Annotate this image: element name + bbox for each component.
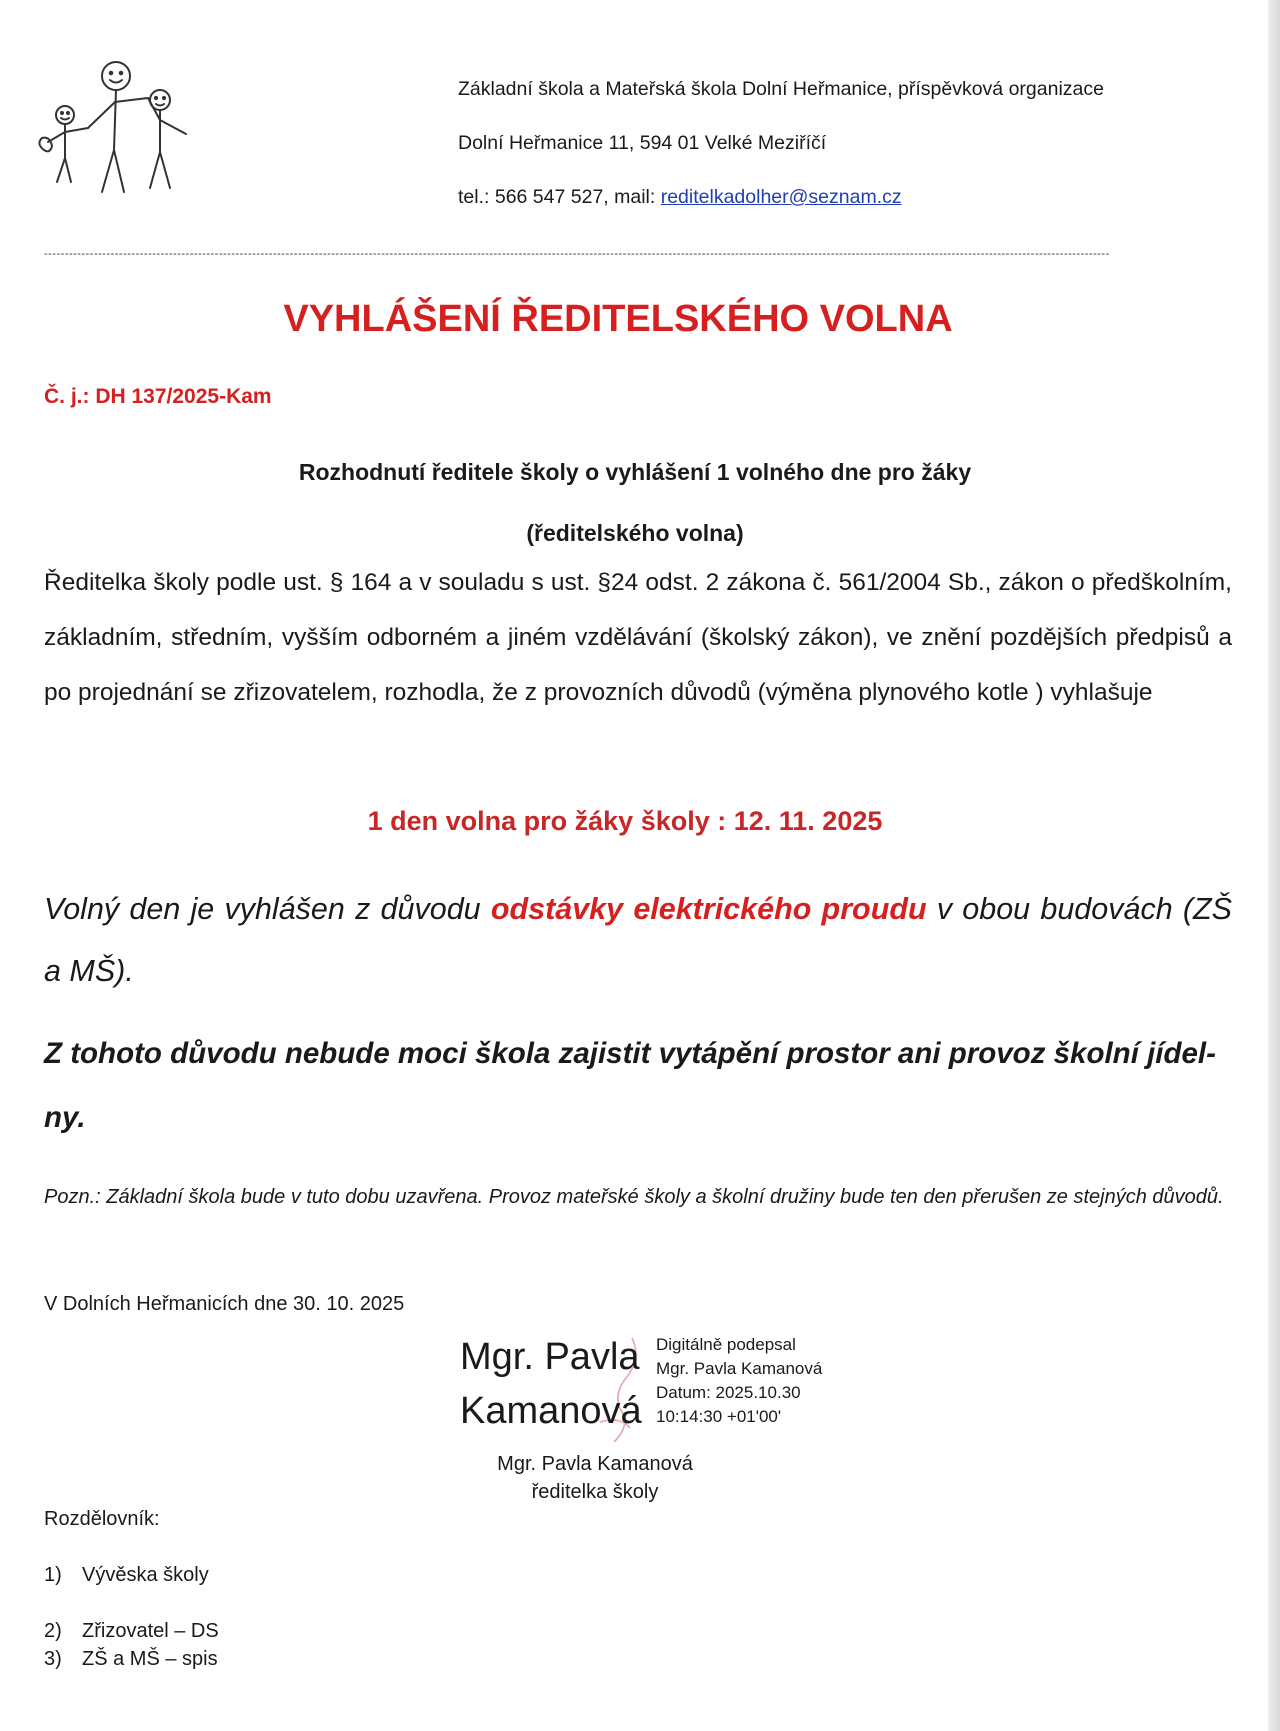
- consequence-line-2: ny.: [44, 1101, 86, 1134]
- org-name: Základní škola a Mateřská škola Dolní Heřmanice, příspěvková organizace: [458, 78, 1104, 100]
- page-edge-shadow: [1268, 0, 1280, 1731]
- signature-detail-line: Digitálně podepsal: [656, 1335, 796, 1354]
- family-stick-figures-icon: [30, 50, 230, 205]
- signature-name-line-1: Mgr. Pavla: [460, 1336, 640, 1378]
- header-divider: ----------------------------------------------------------------------------------------------------------------------------------------------------------------------------------------------------------------------------------------------------------------: [44, 248, 1110, 260]
- decision-heading: [0, 442, 1270, 564]
- signer-name: Mgr. Pavla Kamanová: [497, 1453, 693, 1475]
- note-paragraph: Pozn.: Základní škola bude v tuto dobu uzavřena. Provoz mateřské školy a školní družiny bude ten den přerušen ze stejných důvodů.: [44, 1186, 1224, 1208]
- reason-text-end: v obou budovách (ZŠ a MŠ).: [44, 892, 1233, 988]
- signature-detail-line: Datum: 2025.10.30: [656, 1383, 801, 1402]
- distribution-title: Rozdělovník:: [44, 1508, 160, 1530]
- org-address: Dolní Heřmanice 11, 594 01 Velké Meziříčí: [458, 132, 827, 154]
- list-item: [44, 1620, 219, 1643]
- list-item-label: ZŠ a MŠ – spis: [82, 1648, 218, 1670]
- consequence-line-1: Z tohoto důvodu nebude moci škola zajistit vytápění prostor ani provoz školní jídel-: [44, 1037, 1216, 1070]
- reason-paragraph: [44, 878, 1232, 1002]
- reason-emphasis: odstávky elektrického proudu: [490, 892, 927, 926]
- signature-name-line-2: Kamanová: [460, 1390, 642, 1432]
- list-item-number: 2): [44, 1620, 62, 1642]
- place-and-date: V Dolních Heřmanicích dne 30. 10. 2025: [44, 1293, 405, 1315]
- decision-body: Ředitelka školy podle ust. § 164 a v souladu s ust. §24 odst. 2 zákona č. 561/2004 Sb., zákon o předškolním, základním, středním, vyšším odborném a jiném vzdělávání (školský zákon), ve znění pozdějších předpisů a po projednání se zřizovatelem, rozhodla, že z provozních důvodů (výměna plynového kotle ) vyhlašuje: [44, 569, 1232, 706]
- school-header: [458, 78, 1104, 240]
- decision-line-1: Rozhodnutí ředitele školy o vyhlášení 1 volného dne pro žáky: [298, 459, 972, 485]
- signature-name: [460, 1330, 642, 1438]
- signature-detail-line: 10:14:30 +01'00': [656, 1407, 782, 1426]
- contact-text: tel.: 566 547 527, mail:: [458, 186, 661, 208]
- list-item-label: Zřizovatel – DS: [82, 1620, 219, 1642]
- day-off-highlight: 1 den volna pro žáky školy : 12. 11. 2025: [367, 806, 883, 836]
- signer-block: [440, 1450, 750, 1506]
- list-item: [44, 1648, 218, 1671]
- document-title: VYHLÁŠENÍ ŘEDITELSKÉHO VOLNA: [283, 298, 953, 340]
- list-item-number: 1): [44, 1564, 62, 1586]
- signature-detail-line: Mgr. Pavla Kamanová: [656, 1359, 823, 1378]
- signer-role: ředitelka školy: [531, 1481, 659, 1503]
- reason-text-start: Volný den je vyhlášen z důvodu: [44, 892, 491, 926]
- email-link[interactable]: reditelkadolher@seznam.cz: [660, 186, 902, 208]
- digital-signature: [460, 1330, 860, 1450]
- list-item-label: Vývěska školy: [82, 1564, 209, 1586]
- list-item: [44, 1564, 209, 1587]
- list-item-number: 3): [44, 1648, 62, 1670]
- decision-line-2: (ředitelského volna): [526, 520, 744, 546]
- org-contact: [458, 186, 1104, 240]
- signature-details: [656, 1333, 822, 1429]
- reference-number: Č. j.: DH 137/2025-Kam: [44, 385, 272, 408]
- consequence-paragraph: [44, 1022, 1232, 1150]
